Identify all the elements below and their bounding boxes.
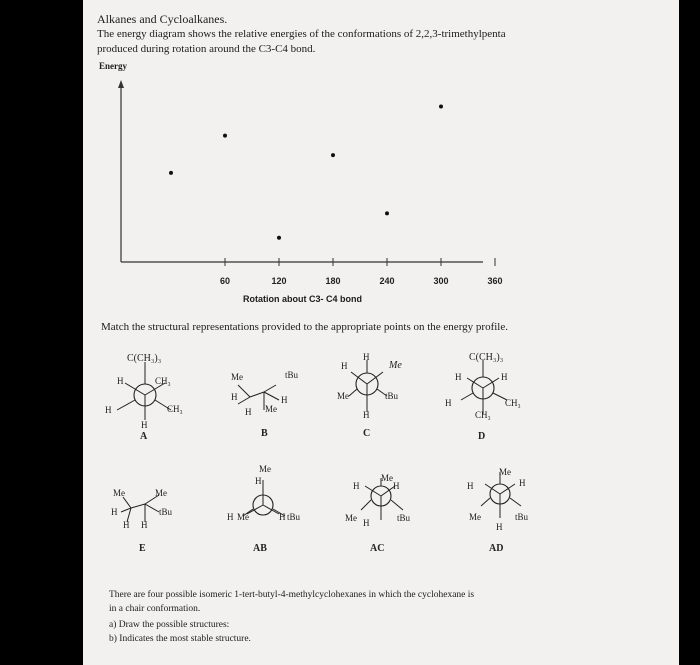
group-label: H: [245, 407, 252, 417]
structure-label-ad: AD: [489, 543, 504, 554]
group-label: H: [279, 512, 286, 522]
group-label: Me: [337, 391, 349, 401]
x-tick-label: 60: [219, 276, 231, 286]
group-label: H: [231, 392, 238, 402]
footer-line-2: in a chair conformation.: [109, 604, 201, 614]
group-label: H: [501, 372, 508, 382]
group-label: tBu: [287, 512, 301, 522]
structure-label-c: C: [363, 428, 371, 439]
group-label: Me: [499, 467, 511, 477]
section-title: Alkanes and Cycloalkanes.: [97, 12, 228, 26]
footer-line-4: b) Indicates the most stable structure.: [109, 634, 251, 644]
question-line-2: produced during rotation around the C3-C4 bond.: [97, 43, 316, 55]
group-label: CH₃: [155, 376, 171, 386]
group-label: H: [363, 410, 370, 420]
x-tick-label: 120: [271, 276, 287, 286]
newman-structure-d: [461, 360, 507, 414]
group-label: H: [105, 405, 112, 415]
group-label: H: [496, 522, 503, 532]
group-label: Me: [389, 360, 402, 371]
group-label: Me: [113, 488, 125, 498]
group-label: tBu: [397, 513, 411, 523]
structure-label-e: E: [139, 543, 146, 554]
question-line-1: The energy diagram shows the relative energies of the conformations of 2,2,3-trimethylpenta: [97, 28, 506, 40]
group-label: CH₃: [505, 398, 521, 408]
group-label: C(CH₃)₃: [469, 352, 504, 363]
footer-line-1: There are four possible isomeric 1-tert-butyl-4-methylcyclohexanes in which the cyclohexane is: [109, 590, 475, 600]
newman-structure-ab: [243, 480, 285, 516]
group-label: tBu: [159, 507, 173, 517]
group-label: H: [255, 476, 262, 486]
group-label: H: [123, 520, 130, 530]
group-label: H: [363, 352, 370, 362]
group-label: H: [353, 481, 360, 491]
x-tick-label: 300: [433, 276, 449, 286]
group-label: Me: [259, 464, 271, 474]
group-label: C(CH₃)₃: [127, 353, 162, 364]
group-label: Me: [265, 404, 277, 414]
group-label: CH₃: [167, 404, 183, 414]
structure-label-ab: AB: [253, 543, 267, 554]
group-label: H: [393, 481, 400, 491]
x-tick-label: 360: [487, 276, 503, 286]
group-label: H: [341, 361, 348, 371]
group-label: H: [519, 478, 526, 488]
group-label: Me: [231, 372, 243, 382]
group-label: H: [117, 376, 124, 386]
x-axis-label: Rotation about C3- C4 bond: [243, 294, 362, 304]
group-label: tBu: [385, 391, 399, 401]
match-instruction: Match the structural representations provided to the appropriate points on the energy profile.: [101, 321, 508, 333]
group-label: tBu: [285, 370, 299, 380]
footer-line-3: a) Draw the possible structures:: [109, 620, 230, 630]
worksheet-page: [83, 0, 679, 665]
sawhorse-structure-e: [121, 495, 159, 522]
newman-structure-a: [117, 362, 171, 420]
structure-label-a: A: [140, 431, 148, 442]
structure-label-ac: AC: [370, 543, 385, 554]
group-label: H: [141, 420, 148, 430]
x-tick-label: 180: [325, 276, 341, 286]
x-tick-label: 240: [379, 276, 395, 286]
group-label: H: [455, 372, 462, 382]
group-label: CH₃: [475, 410, 491, 420]
group-label: Me: [381, 473, 393, 483]
group-label: H: [227, 512, 234, 522]
newman-structure-c: [349, 360, 387, 412]
group-label: tBu: [515, 512, 529, 522]
group-label: Me: [155, 488, 167, 498]
structure-label-d: D: [478, 431, 486, 442]
y-axis-label: Energy: [99, 61, 127, 71]
group-label: H: [141, 520, 148, 530]
group-label: H: [445, 398, 452, 408]
group-label: H: [281, 395, 288, 405]
structure-label-b: B: [261, 428, 268, 439]
group-label: H: [363, 518, 370, 528]
group-label: H: [467, 481, 474, 491]
group-label: Me: [469, 512, 481, 522]
group-label: Me: [345, 513, 357, 523]
group-label: H: [111, 507, 118, 517]
group-label: Me: [237, 512, 249, 522]
